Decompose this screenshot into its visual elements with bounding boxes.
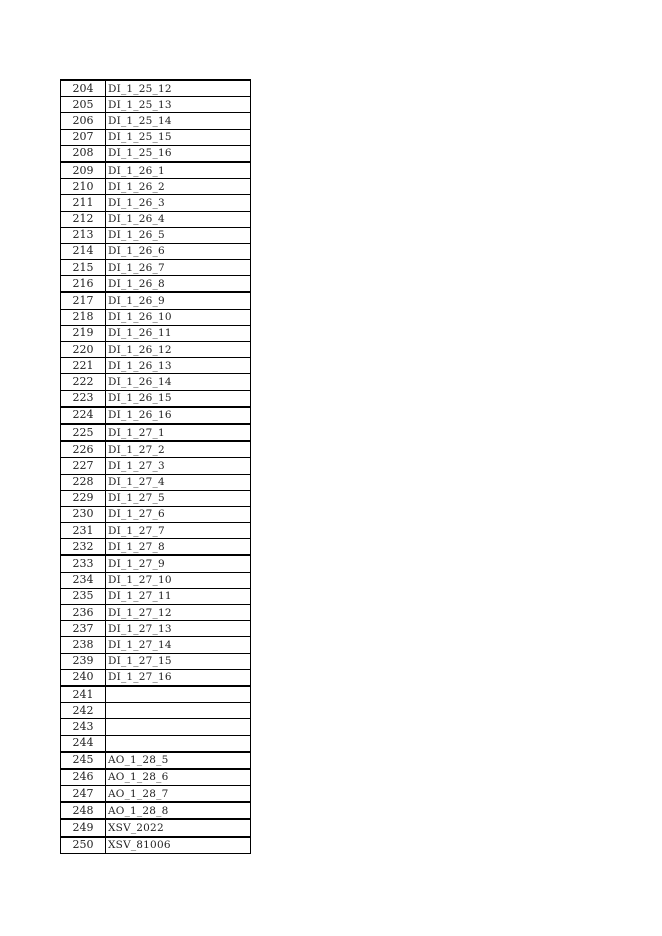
row-number-cell: 211 <box>61 195 106 211</box>
row-number-cell: 242 <box>61 703 106 719</box>
signal-name-cell: DI_1_27_3 <box>106 458 251 474</box>
signal-name-cell: DI_1_27_1 <box>106 424 251 441</box>
row-number-cell: 226 <box>61 441 106 458</box>
row-number-cell: 235 <box>61 588 106 604</box>
signal-name-cell: DI_1_26_13 <box>106 358 251 374</box>
row-number-cell: 209 <box>61 162 106 179</box>
signal-name-cell: DI_1_26_9 <box>106 292 251 309</box>
row-number-cell: 229 <box>61 490 106 506</box>
row-number-cell: 214 <box>61 243 106 259</box>
signal-name-cell: DI_1_27_14 <box>106 637 251 653</box>
table-row <box>61 523 251 539</box>
table-row <box>61 588 251 604</box>
table-row <box>61 325 251 341</box>
signal-name-cell: DI_1_27_10 <box>106 572 251 588</box>
table-row <box>61 441 251 458</box>
row-number-cell: 237 <box>61 621 106 637</box>
table-row <box>61 458 251 474</box>
row-number-cell: 231 <box>61 523 106 539</box>
signal-table <box>60 79 251 854</box>
signal-name-cell: DI_1_27_16 <box>106 669 251 686</box>
table-row <box>61 837 251 854</box>
signal-name-cell: XSV_81006 <box>106 837 251 854</box>
signal-name-cell: DI_1_25_14 <box>106 113 251 129</box>
table-row <box>61 474 251 490</box>
signal-name-cell: DI_1_26_14 <box>106 374 251 390</box>
signal-name-cell: AO_1_28_8 <box>106 802 251 819</box>
table-row <box>61 276 251 293</box>
row-number-cell: 206 <box>61 113 106 129</box>
row-number-cell: 219 <box>61 325 106 341</box>
signal-name-cell: DI_1_27_4 <box>106 474 251 490</box>
table-row <box>61 669 251 686</box>
row-number-cell: 249 <box>61 819 106 836</box>
table-row <box>61 424 251 441</box>
table-row <box>61 786 251 803</box>
row-number-cell: 244 <box>61 735 106 752</box>
signal-name-cell: DI_1_27_9 <box>106 555 251 572</box>
signal-name-cell: DI_1_27_8 <box>106 539 251 556</box>
table-row <box>61 260 251 276</box>
table-row <box>61 769 251 786</box>
signal-name-cell: DI_1_26_8 <box>106 276 251 293</box>
table-row <box>61 686 251 703</box>
table-row <box>61 506 251 522</box>
table-row <box>61 227 251 243</box>
table-row <box>61 490 251 506</box>
row-number-cell: 243 <box>61 719 106 735</box>
row-number-cell: 238 <box>61 637 106 653</box>
signal-name-cell <box>106 703 251 719</box>
signal-name-cell: DI_1_25_15 <box>106 129 251 145</box>
signal-name-cell: DI_1_26_10 <box>106 309 251 325</box>
table-row <box>61 735 251 752</box>
row-number-cell: 239 <box>61 653 106 669</box>
signal-name-cell: DI_1_27_12 <box>106 605 251 621</box>
signal-name-cell: AO_1_28_7 <box>106 786 251 803</box>
table-row <box>61 555 251 572</box>
signal-name-cell: DI_1_27_7 <box>106 523 251 539</box>
signal-name-cell: DI_1_26_7 <box>106 260 251 276</box>
signal-name-cell: DI_1_26_6 <box>106 243 251 259</box>
row-number-cell: 213 <box>61 227 106 243</box>
row-number-cell: 228 <box>61 474 106 490</box>
signal-name-cell: DI_1_27_13 <box>106 621 251 637</box>
signal-name-cell: DI_1_26_5 <box>106 227 251 243</box>
table-row <box>61 113 251 129</box>
table-row <box>61 80 251 97</box>
row-number-cell: 220 <box>61 342 106 358</box>
signal-name-cell <box>106 735 251 752</box>
signal-name-cell: AO_1_28_5 <box>106 752 251 769</box>
row-number-cell: 247 <box>61 786 106 803</box>
signal-name-cell: DI_1_25_13 <box>106 97 251 113</box>
row-number-cell: 232 <box>61 539 106 556</box>
row-number-cell: 222 <box>61 374 106 390</box>
signal-name-cell: XSV_2022 <box>106 819 251 836</box>
table-row <box>61 179 251 195</box>
signal-name-cell: DI_1_26_1 <box>106 162 251 179</box>
row-number-cell: 221 <box>61 358 106 374</box>
row-number-cell: 204 <box>61 80 106 97</box>
row-number-cell: 230 <box>61 506 106 522</box>
table-row <box>61 162 251 179</box>
table-row <box>61 653 251 669</box>
row-number-cell: 225 <box>61 424 106 441</box>
signal-name-cell: DI_1_27_11 <box>106 588 251 604</box>
row-number-cell: 227 <box>61 458 106 474</box>
row-number-cell: 241 <box>61 686 106 703</box>
table-row <box>61 211 251 227</box>
row-number-cell: 208 <box>61 145 106 162</box>
row-number-cell: 212 <box>61 211 106 227</box>
table-row <box>61 752 251 769</box>
table-row <box>61 292 251 309</box>
signal-name-cell: DI_1_27_5 <box>106 490 251 506</box>
table-row <box>61 374 251 390</box>
table-row <box>61 621 251 637</box>
table-row <box>61 358 251 374</box>
table-row <box>61 572 251 588</box>
table-row <box>61 703 251 719</box>
row-number-cell: 216 <box>61 276 106 293</box>
signal-name-cell: AO_1_28_6 <box>106 769 251 786</box>
signal-name-cell: DI_1_27_15 <box>106 653 251 669</box>
table-row <box>61 539 251 556</box>
signal-name-cell: DI_1_26_3 <box>106 195 251 211</box>
row-number-cell: 210 <box>61 179 106 195</box>
signal-name-cell: DI_1_27_6 <box>106 506 251 522</box>
row-number-cell: 215 <box>61 260 106 276</box>
table-row <box>61 342 251 358</box>
table-row <box>61 637 251 653</box>
signal-name-cell: DI_1_26_2 <box>106 179 251 195</box>
signal-name-cell <box>106 686 251 703</box>
row-number-cell: 207 <box>61 129 106 145</box>
signal-name-cell <box>106 719 251 735</box>
table-row <box>61 309 251 325</box>
row-number-cell: 248 <box>61 802 106 819</box>
table-row <box>61 145 251 162</box>
signal-name-cell: DI_1_26_11 <box>106 325 251 341</box>
row-number-cell: 223 <box>61 390 106 407</box>
signal-name-cell: DI_1_27_2 <box>106 441 251 458</box>
signal-name-cell: DI_1_26_4 <box>106 211 251 227</box>
signal-name-cell: DI_1_26_15 <box>106 390 251 407</box>
signal-name-cell: DI_1_25_16 <box>106 145 251 162</box>
row-number-cell: 245 <box>61 752 106 769</box>
row-number-cell: 240 <box>61 669 106 686</box>
row-number-cell: 218 <box>61 309 106 325</box>
signal-name-cell: DI_1_25_12 <box>106 80 251 97</box>
table-row <box>61 195 251 211</box>
row-number-cell: 205 <box>61 97 106 113</box>
table-row <box>61 243 251 259</box>
table-row <box>61 390 251 407</box>
row-number-cell: 250 <box>61 837 106 854</box>
signal-name-cell: DI_1_26_12 <box>106 342 251 358</box>
row-number-cell: 234 <box>61 572 106 588</box>
table-row <box>61 605 251 621</box>
row-number-cell: 246 <box>61 769 106 786</box>
table-row <box>61 719 251 735</box>
row-number-cell: 217 <box>61 292 106 309</box>
row-number-cell: 236 <box>61 605 106 621</box>
table-row <box>61 802 251 819</box>
table-row <box>61 819 251 836</box>
row-number-cell: 233 <box>61 555 106 572</box>
table-row <box>61 97 251 113</box>
signal-name-cell: DI_1_26_16 <box>106 407 251 424</box>
signal-table-body <box>61 80 251 853</box>
table-row <box>61 407 251 424</box>
row-number-cell: 224 <box>61 407 106 424</box>
table-row <box>61 129 251 145</box>
